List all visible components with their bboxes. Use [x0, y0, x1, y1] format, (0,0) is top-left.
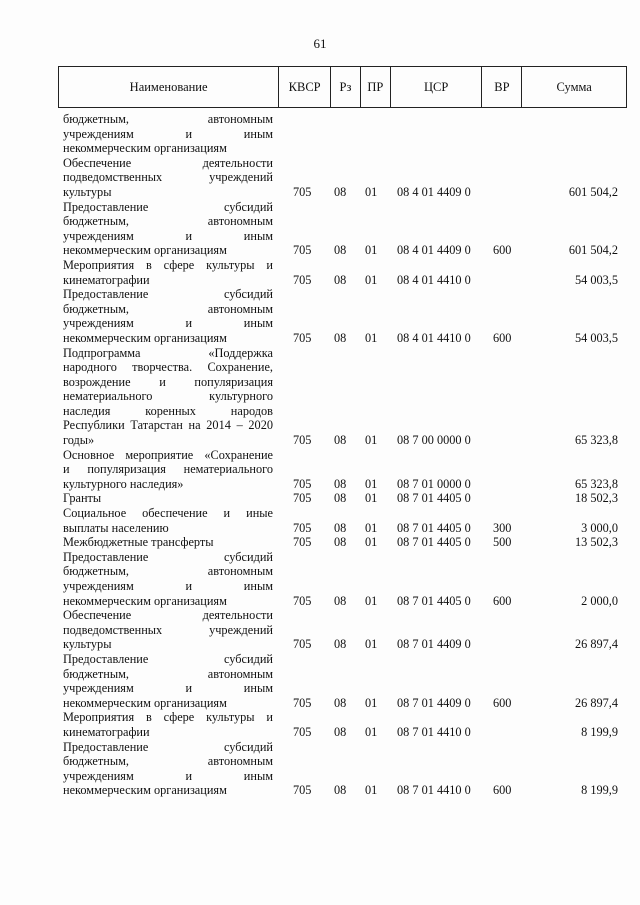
row-kvsr: 705	[293, 535, 312, 550]
row-rz: 08	[334, 520, 347, 535]
table-row	[63, 652, 618, 710]
row-rz: 08	[334, 476, 347, 491]
row-pr: 01	[365, 476, 378, 491]
row-name-line: Гранты	[63, 491, 102, 506]
row-name-line: учреждениям и иным	[63, 579, 273, 593]
row-name-line: подведомственных учреждений	[63, 622, 273, 637]
row-kvsr: 705	[293, 783, 312, 798]
row-name-line: некоммерческим организациям	[63, 783, 227, 798]
table-row	[63, 112, 618, 156]
row-name-line: бюджетным, автономным	[63, 301, 273, 316]
row-name-line: возрождение и популяризация	[63, 374, 273, 389]
row-name-line: Предоставление субсидий	[63, 287, 273, 302]
row-rz: 08	[334, 491, 347, 506]
table-row	[63, 491, 618, 506]
row-name-line: учреждениям и иным	[63, 228, 273, 243]
row-csr: 08 7 01 4405 0	[397, 520, 471, 535]
table-row	[63, 550, 618, 608]
row-kvsr: 705	[293, 476, 312, 491]
row-name-line: Обеспечение деятельности	[63, 155, 273, 170]
row-csr: 08 7 01 4405 0	[397, 491, 471, 506]
row-csr: 08 7 01 4405 0	[397, 535, 471, 550]
row-name-line: Предоставление субсидий	[63, 199, 273, 214]
header-kvsr: КВСР	[279, 67, 331, 107]
table-header	[58, 66, 627, 108]
row-rz: 08	[334, 433, 347, 448]
header-csr: ЦСР	[391, 67, 483, 107]
row-pr: 01	[365, 243, 378, 258]
row-rz: 08	[334, 593, 347, 608]
row-name-line: культуры	[63, 184, 112, 199]
page-number: 61	[313, 36, 327, 51]
table-row	[63, 535, 618, 550]
table-row	[63, 740, 618, 798]
row-name-line: нематериального культурного	[63, 389, 273, 404]
row-pr: 01	[365, 520, 378, 535]
row-pr: 01	[365, 593, 378, 608]
row-csr: 08 4 01 4410 0	[397, 330, 471, 345]
row-name-line: Республики Татарстан на 2014 – 2020	[63, 418, 273, 433]
row-pr: 01	[365, 433, 378, 448]
row-vr: 600	[493, 593, 512, 608]
table-row	[63, 608, 618, 652]
row-name-line: бюджетным, автономным	[63, 666, 273, 681]
row-sum: 54 003,5	[574, 330, 618, 345]
header-sum: Сумма	[556, 79, 592, 94]
row-vr: 600	[493, 330, 512, 345]
row-name-line: подведомственных учреждений	[63, 170, 273, 185]
header-vr: ВР	[482, 67, 522, 107]
row-sum: 65 323,8	[574, 476, 618, 491]
row-name-line: Обеспечение деятельности	[63, 608, 273, 623]
row-name-line: Предоставление субсидий	[63, 651, 273, 666]
row-vr: 300	[493, 520, 512, 535]
table-row	[63, 200, 618, 258]
row-name-line: наследия коренных народов	[63, 403, 273, 418]
row-name-line: культуры	[63, 637, 112, 652]
row-rz: 08	[334, 637, 347, 652]
row-csr: 08 7 01 4409 0	[397, 637, 471, 652]
row-name-line: Мероприятия в сфере культуры и	[63, 257, 273, 272]
row-sum: 8 199,9	[581, 724, 618, 739]
row-rz: 08	[334, 243, 347, 258]
row-kvsr: 705	[293, 272, 312, 287]
row-sum: 13 502,3	[574, 535, 618, 550]
row-kvsr: 705	[293, 184, 312, 199]
row-pr: 01	[365, 724, 378, 739]
row-csr: 08 4 01 4409 0	[397, 184, 471, 199]
row-name-line: Основное мероприятие «Сохранение	[63, 447, 273, 462]
row-name-line: некоммерческим организациям	[63, 243, 227, 258]
row-rz: 08	[334, 535, 347, 550]
row-name-line: некоммерческим организациям	[63, 330, 227, 345]
row-vr: 500	[493, 535, 512, 550]
row-rz: 08	[334, 272, 347, 287]
row-name-line: бюджетным, автономным	[63, 214, 273, 229]
row-vr: 600	[493, 783, 512, 798]
row-pr: 01	[365, 535, 378, 550]
row-pr: 01	[365, 272, 378, 287]
table-row	[63, 156, 618, 200]
row-vr: 600	[493, 695, 512, 710]
table-row	[63, 287, 618, 345]
row-kvsr: 705	[293, 637, 312, 652]
row-name-line: народного творчества. Сохранение,	[63, 360, 273, 375]
row-name-line: культурного наследия»	[63, 476, 184, 491]
row-sum: 601 504,2	[568, 243, 618, 258]
row-sum: 601 504,2	[568, 184, 618, 199]
header-name: Наименование	[59, 67, 279, 107]
row-name-line: бюджетным, автономным	[63, 564, 273, 579]
header-rz: Рз	[331, 67, 361, 107]
row-kvsr: 705	[293, 724, 312, 739]
row-name-line: учреждениям и иным	[63, 126, 273, 141]
row-name-line: Межбюджетные трансферты	[63, 535, 214, 550]
row-csr: 08 4 01 4410 0	[397, 272, 471, 287]
row-sum: 54 003,5	[574, 272, 618, 287]
row-name-line: некоммерческим организациям	[63, 141, 227, 156]
row-sum: 8 199,9	[581, 783, 618, 798]
table-body	[63, 112, 618, 798]
row-name-line: учреждениям и иным	[63, 316, 273, 331]
row-sum: 18 502,3	[574, 491, 618, 506]
row-name-line: Социальное обеспечение и иные	[63, 506, 273, 521]
row-pr: 01	[365, 783, 378, 798]
row-csr: 08 7 01 4410 0	[397, 783, 471, 798]
row-name-line: Мероприятия в сфере культуры и	[63, 710, 273, 725]
row-name-line: кинематографии	[63, 724, 150, 739]
row-kvsr: 705	[293, 243, 312, 258]
row-csr: 08 7 01 4409 0	[397, 695, 471, 710]
table-row	[63, 258, 618, 287]
row-kvsr: 705	[293, 593, 312, 608]
row-vr: 600	[493, 243, 512, 258]
table-row	[63, 710, 618, 739]
row-pr: 01	[365, 491, 378, 506]
row-pr: 01	[365, 695, 378, 710]
row-sum: 2 000,0	[581, 593, 618, 608]
row-rz: 08	[334, 330, 347, 345]
row-name-line: выплаты населению	[63, 520, 169, 535]
row-sum: 26 897,4	[574, 695, 618, 710]
row-name-line: Предоставление субсидий	[63, 739, 273, 754]
row-pr: 01	[365, 184, 378, 199]
row-name-line: учреждениям и иным	[63, 768, 273, 783]
row-name-line: некоммерческим организациям	[63, 695, 227, 710]
row-kvsr: 705	[293, 695, 312, 710]
row-rz: 08	[334, 724, 347, 739]
header-pr: ПР	[361, 67, 391, 107]
row-sum: 65 323,8	[574, 433, 618, 448]
row-kvsr: 705	[293, 330, 312, 345]
row-sum: 26 897,4	[574, 637, 618, 652]
row-csr: 08 4 01 4409 0	[397, 243, 471, 258]
row-csr: 08 7 01 4410 0	[397, 724, 471, 739]
row-name-line: годы»	[63, 433, 95, 448]
row-kvsr: 705	[293, 491, 312, 506]
row-pr: 01	[365, 637, 378, 652]
row-rz: 08	[334, 184, 347, 199]
table-row	[63, 346, 618, 448]
row-rz: 08	[334, 783, 347, 798]
table-row	[63, 448, 618, 492]
row-name-line: учреждениям и иным	[63, 681, 273, 696]
row-name-line: бюджетным, автономным	[63, 754, 273, 769]
row-csr: 08 7 01 0000 0	[397, 476, 471, 491]
row-kvsr: 705	[293, 433, 312, 448]
row-kvsr: 705	[293, 520, 312, 535]
row-sum: 3 000,0	[581, 520, 618, 535]
row-name-line: кинематографии	[63, 272, 150, 287]
row-name-line: и популяризация нематериального	[63, 462, 273, 477]
row-name-line: бюджетным, автономным	[63, 112, 273, 126]
row-rz: 08	[334, 695, 347, 710]
row-name-line: Предоставление субсидий	[63, 549, 273, 564]
row-csr: 08 7 01 4405 0	[397, 593, 471, 608]
row-pr: 01	[365, 330, 378, 345]
row-name-line: некоммерческим организациям	[63, 593, 227, 608]
row-csr: 08 7 00 0000 0	[397, 433, 471, 448]
table-row	[63, 506, 618, 535]
row-name-line: Подпрограмма «Поддержка	[63, 345, 273, 360]
